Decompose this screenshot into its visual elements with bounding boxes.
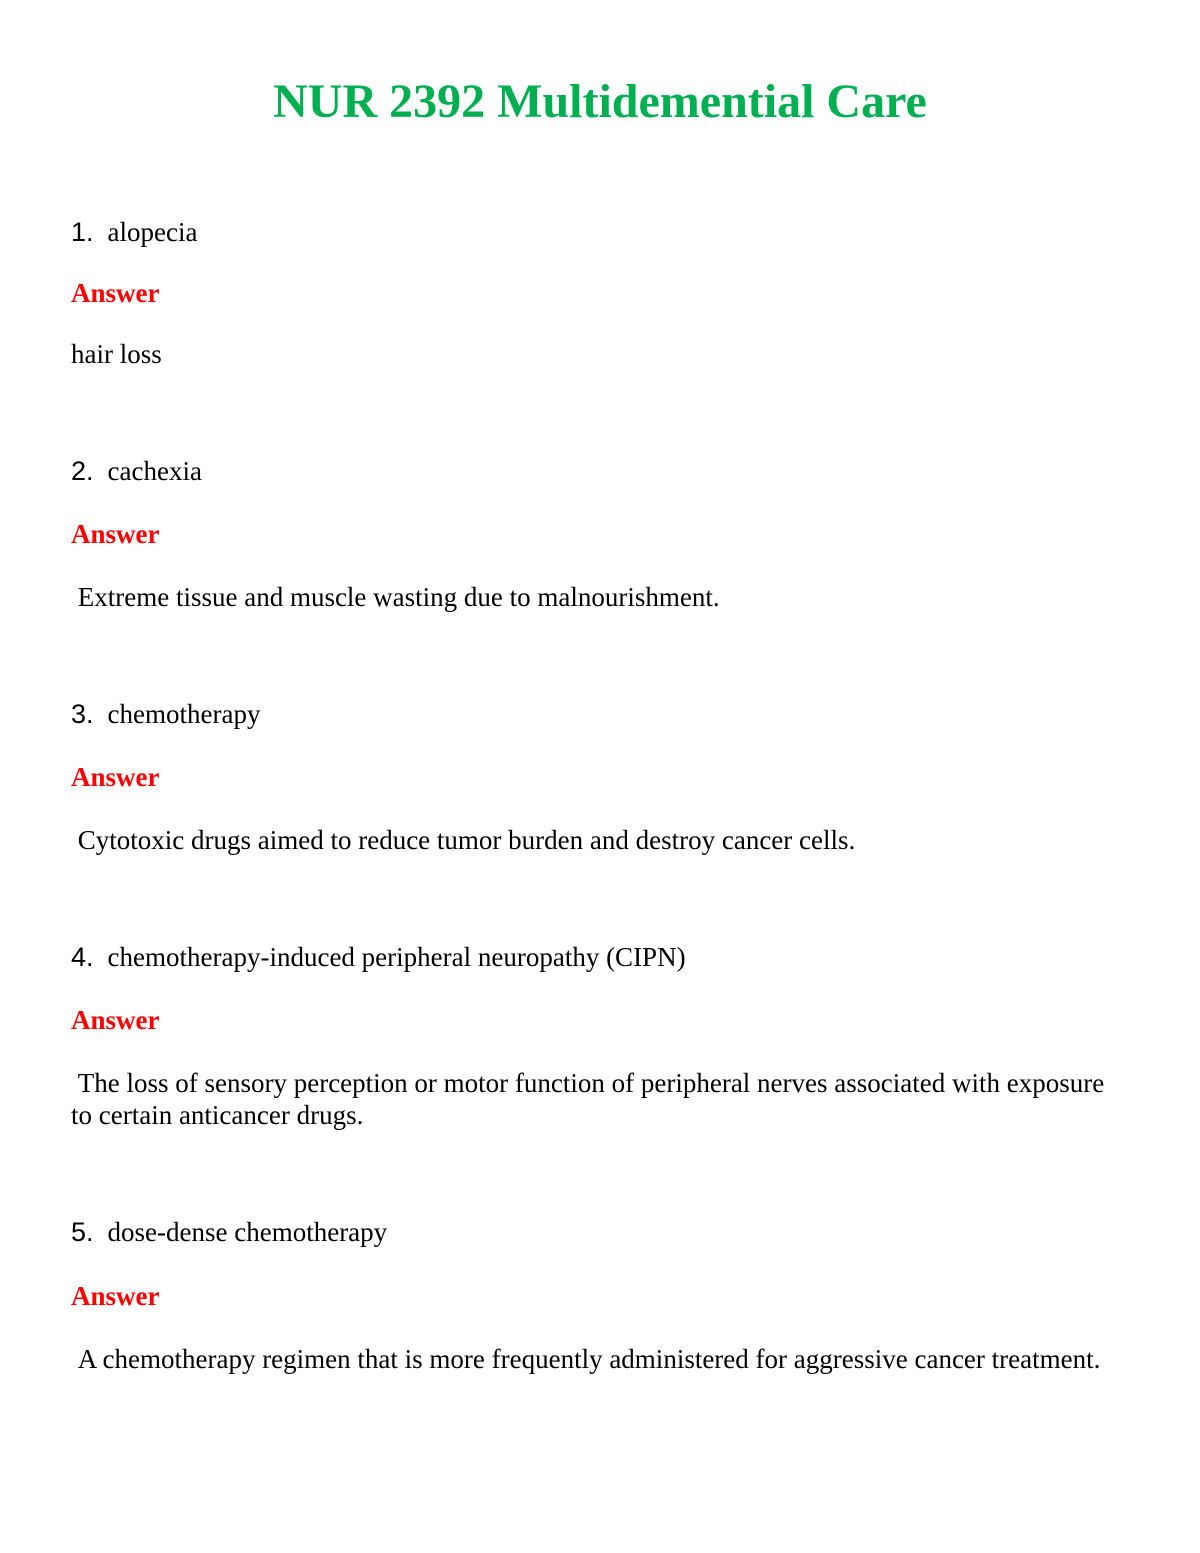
- answer-label: Answer: [71, 1005, 160, 1035]
- question-term: cachexia: [107, 456, 202, 486]
- answer-label: Answer: [71, 762, 160, 792]
- question-2: [71, 455, 202, 487]
- answer-text: A chemotherapy regimen that is more frequently administered for aggressive cancer treatment.: [71, 1344, 1101, 1374]
- answer-label: Answer: [71, 519, 160, 549]
- question-number: 3.: [71, 699, 94, 729]
- answer-text: The loss of sensory perception or motor function of peripheral nerves associated with exposure to certain anticancer drugs.: [71, 1068, 1111, 1130]
- page-title: NUR 2392 Multidemential Care: [273, 75, 927, 128]
- question-number: 4.: [71, 942, 94, 972]
- question-term: alopecia: [107, 217, 198, 247]
- question-term: chemotherapy: [107, 699, 261, 729]
- question-5: [71, 1216, 387, 1248]
- answer-label: Answer: [71, 278, 160, 308]
- question-number: 1.: [71, 217, 94, 247]
- answer-text: Extreme tissue and muscle wasting due to malnourishment.: [71, 582, 720, 612]
- question-1: [71, 216, 197, 248]
- question-3: [71, 698, 260, 730]
- question-term: dose-dense chemotherapy: [107, 1217, 388, 1247]
- question-number: 2.: [71, 456, 94, 486]
- question-term: chemotherapy-induced peripheral neuropathy (CIPN): [107, 942, 686, 972]
- answer-text: hair loss: [71, 339, 162, 369]
- answer-text: Cytotoxic drugs aimed to reduce tumor burden and destroy cancer cells.: [71, 825, 856, 855]
- question-4: [71, 941, 686, 973]
- question-number: 5.: [71, 1217, 94, 1247]
- answer-label: Answer: [71, 1281, 160, 1311]
